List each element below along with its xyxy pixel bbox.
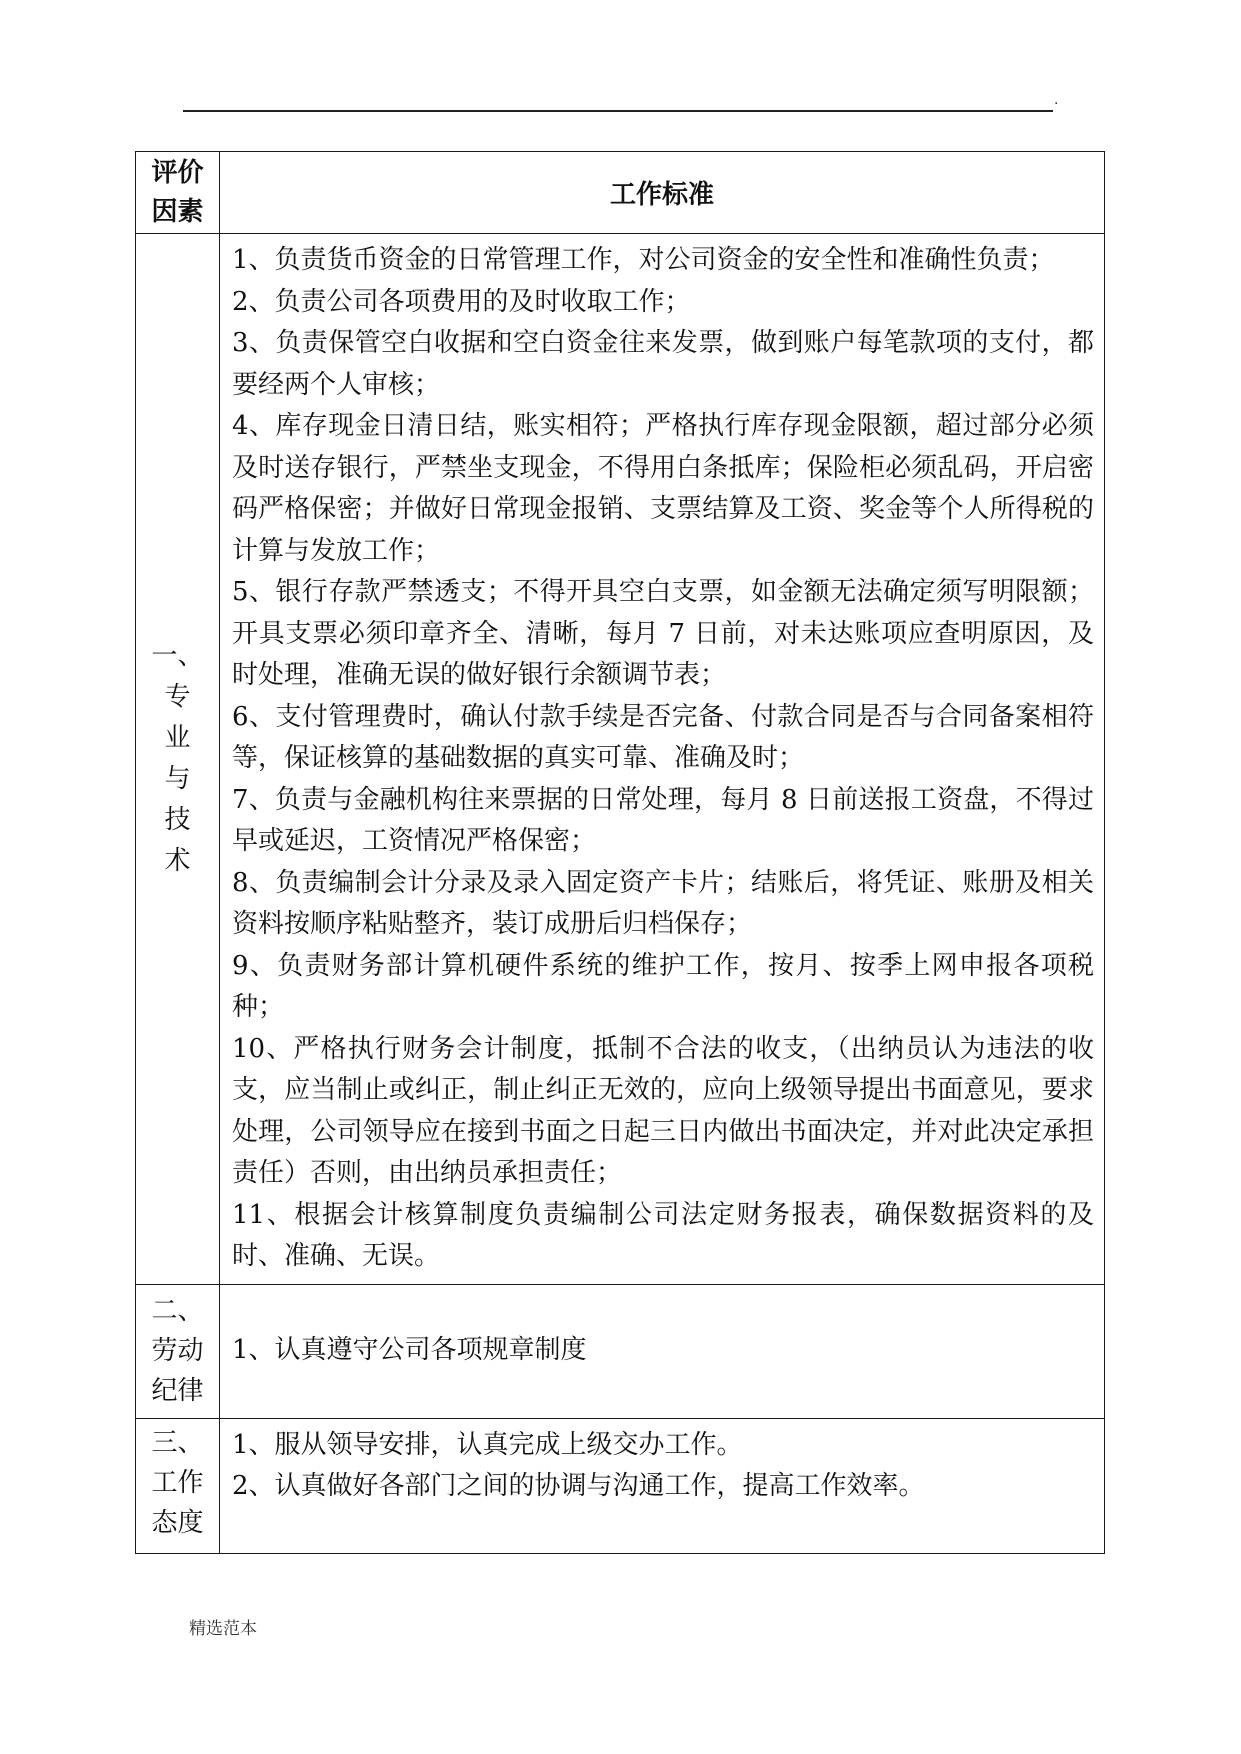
standard-item: 10、严格执行财务会计制度，抵制不合法的收支，（出纳员认为违法的收支，应当制止或纠正，制止纠正无效的，应向上级领导提出书面意见，要求处理，公司领导应在接到书面之日起三日内做出书面决定，并对此决定承担责任）否则，由出纳员承担责任；	[232, 1033, 1094, 1188]
table-header-row	[136, 152, 1105, 234]
standard-item: 1、服从领导安排，认真完成上级交办工作。	[232, 1429, 743, 1460]
factor-line: 态度	[151, 1507, 204, 1538]
standard-item: 1、负责货币资金的日常管理工作，对公司资金的安全性和准确性负责；	[232, 245, 1055, 275]
standard-item: 3、负责保管空白收据和空白资金往来发票，做到账户每笔款项的支付，都要经两个人审核；	[232, 328, 1094, 400]
standard-item: 2、认真做好各部门之间的协调与沟通工作，提高工作效率。	[232, 1471, 925, 1501]
header-factor-label: 评价因素	[151, 157, 204, 227]
standard-item: 4、库存现金日清日结，账实相符；严格执行库存现金限额，超过部分必须及时送存银行，严禁坐支现金，不得用白条抵库；保险柜必须乱码，开启密码严格保密；并做好日常现金报销、支票结算及工资、奖金等个人所得税的计算与发放工作；	[232, 411, 1094, 566]
factor-label-discipline	[151, 1291, 203, 1411]
standard-item: 9、负责财务部计算机硬件系统的维护工作，按月、按季上网申报各项税种；	[232, 950, 1094, 1022]
standard-cell-attitude	[220, 1418, 1105, 1553]
standard-item: 11、根据会计核算制度负责编制公司法定财务报表，确保数据资料的及时、准确、无误。	[232, 1199, 1094, 1271]
footer-text: 精选范本	[189, 1619, 257, 1639]
header-standard-cell	[220, 152, 1105, 234]
factor-line: 技	[164, 804, 191, 835]
factor-cell-professional	[136, 234, 220, 1285]
factor-line: 一、	[151, 640, 204, 671]
factor-line: 劳动	[151, 1336, 204, 1366]
factor-cell-discipline	[136, 1284, 220, 1418]
standard-item: 6、支付管理费时，确认付款手续是否完备、付款合同是否与合同备案相符等，保证核算的基础数据的真实可靠、准确及时；	[232, 701, 1094, 773]
factor-line: 专	[164, 681, 191, 712]
standard-item: 2、负责公司各项费用的及时收取工作；	[232, 286, 691, 317]
factor-line: 三、	[151, 1427, 204, 1458]
standard-item: 7、负责与金融机构往来票据的日常处理，每月 8 日前送报工资盘，不得过早或延迟，工资情况严格保密；	[232, 784, 1094, 856]
factor-line: 术	[164, 845, 191, 876]
standard-cell-professional	[220, 234, 1105, 1285]
standard-item: 8、负责编制会计分录及录入固定资产卡片；结账后，将凭证、账册及相关资料按顺序粘贴整齐，装订成册后归档保存；	[232, 867, 1094, 939]
factor-cell-attitude	[136, 1418, 220, 1553]
factor-label-attitude	[151, 1423, 203, 1543]
header-factor-cell	[136, 152, 220, 234]
header-rule	[183, 110, 1053, 112]
standard-item: 5、银行存款严禁透支；不得开具空白支票，如金额无法确定须写明限额；开具支票必须印章齐全、清晰，每月 7 日前，对未达账项应查明原因，及时处理，准确无误的做好银行余额调节表；	[232, 577, 1094, 690]
evaluation-table	[135, 151, 1105, 1554]
standard-item: 1、认真遵守公司各项规章制度	[232, 1335, 587, 1366]
standard-cell-discipline	[220, 1284, 1105, 1418]
factor-line: 与	[164, 763, 191, 794]
factor-line: 工作	[151, 1467, 204, 1498]
table-row-professional	[136, 234, 1105, 1285]
header-standard-label: 工作标准	[609, 180, 714, 210]
factor-line: 业	[164, 722, 191, 753]
header-dot: .	[1054, 92, 1059, 108]
factor-line: 二、	[151, 1296, 204, 1326]
factor-line: 纪律	[151, 1376, 204, 1406]
table-row-discipline	[136, 1284, 1105, 1418]
table-row-attitude	[136, 1418, 1105, 1553]
factor-label-professional	[151, 636, 203, 882]
